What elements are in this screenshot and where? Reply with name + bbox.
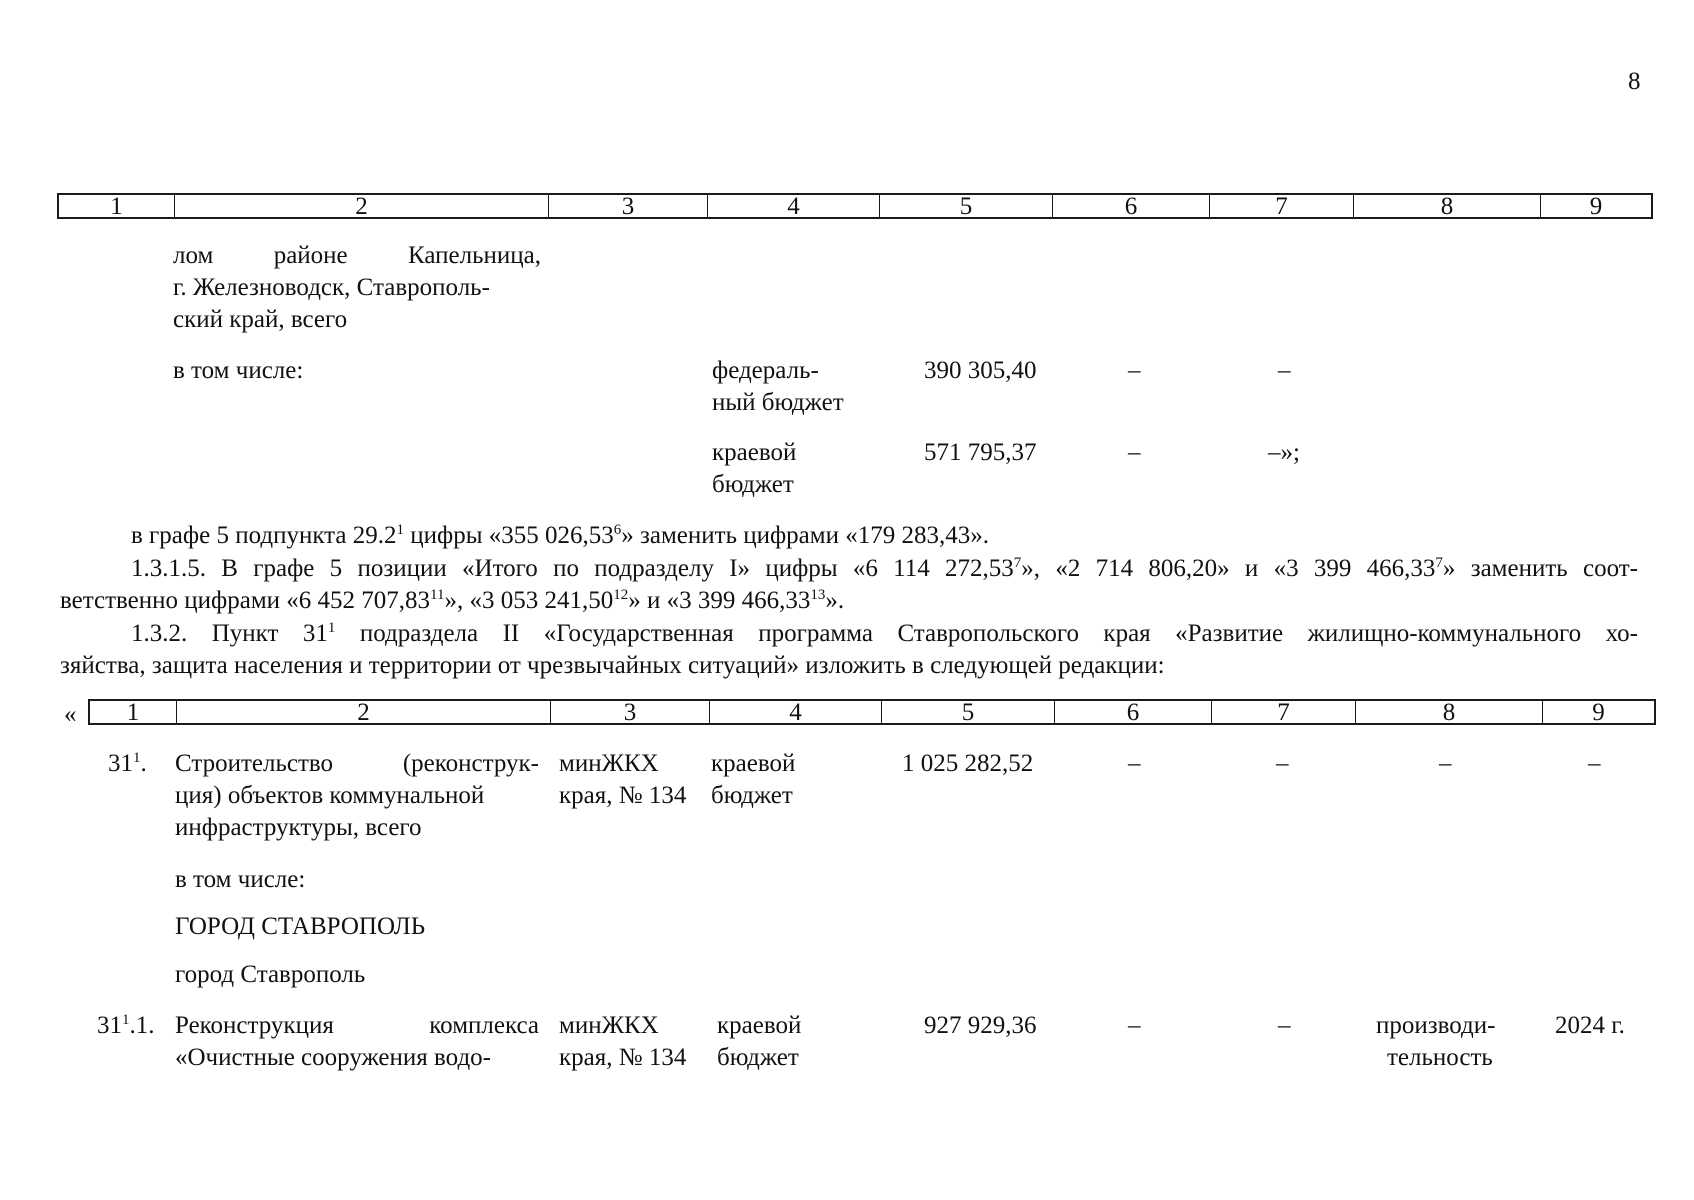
row2-name-word1: Реконструкция bbox=[175, 1012, 334, 1039]
col2-header-5: 5 bbox=[881, 701, 1054, 723]
row1-col5: 1 025 282,52 bbox=[902, 750, 1034, 777]
col-header-9: 9 bbox=[1540, 195, 1651, 217]
table2-incl-label: в том числе: bbox=[175, 866, 306, 893]
top-row2-source-l1: краевой bbox=[712, 439, 797, 466]
row1-name-word1: Строительство bbox=[175, 750, 334, 777]
row2-name-word2: комплекса bbox=[429, 1012, 539, 1039]
row2-name-line1 bbox=[175, 1010, 539, 1042]
top-row1-col6: – bbox=[1128, 357, 1141, 384]
p1-text-b: цифры «355 026,53 bbox=[403, 522, 614, 549]
row1-number-sup: 1 bbox=[133, 750, 141, 766]
row2-col6: – bbox=[1128, 1012, 1141, 1039]
paragraph-2-line1 bbox=[131, 553, 1638, 585]
row2-col8-l2: тельность bbox=[1387, 1044, 1493, 1071]
row1-name-word2: (реконструк- bbox=[402, 750, 539, 777]
row2-name-line2: «Очистные сооружения водо- bbox=[175, 1044, 491, 1071]
row1-col7: – bbox=[1276, 750, 1289, 777]
col-header-5: 5 bbox=[879, 195, 1052, 217]
top-name-word1: лом bbox=[173, 242, 214, 269]
row1-col8: – bbox=[1439, 750, 1452, 777]
col2-header-4: 4 bbox=[709, 701, 881, 723]
row2-number-sup: 1 bbox=[122, 1012, 130, 1028]
col-header-7: 7 bbox=[1209, 195, 1353, 217]
col2-header-1: 1 bbox=[126, 699, 140, 726]
col-header-1: 1 bbox=[110, 193, 123, 220]
paragraph-2-line2 bbox=[60, 585, 844, 617]
col-header-2: 2 bbox=[174, 195, 548, 217]
p2-l1-text-b: », «2 714 806,20» и «3 399 466,33 bbox=[1021, 555, 1436, 582]
top-name-line1 bbox=[173, 240, 541, 272]
top-name-line2: г. Железноводск, Ставрополь- bbox=[173, 274, 490, 301]
row1-col9: – bbox=[1588, 750, 1601, 777]
city-caps-heading: ГОРОД СТАВРОПОЛЬ bbox=[175, 913, 426, 940]
row1-number bbox=[108, 748, 147, 780]
p1-sup2: 6 bbox=[613, 522, 622, 538]
page-number: 8 bbox=[1628, 68, 1641, 95]
table-header-row-top bbox=[57, 193, 1653, 219]
top-row2-col7: –»; bbox=[1268, 439, 1300, 466]
top-row1-source-l1: федераль- bbox=[712, 357, 819, 384]
row1-col4-l1: краевой bbox=[711, 750, 796, 777]
p2-l2-sup3: 13 bbox=[810, 587, 826, 603]
p2-l2-text-d: ». bbox=[825, 587, 845, 614]
row2-col8-l1: производи- bbox=[1376, 1012, 1496, 1039]
row2-number-a: 31 bbox=[97, 1012, 122, 1039]
top-name-line3: ский край, всего bbox=[173, 306, 348, 333]
row1-name-line1 bbox=[175, 748, 539, 780]
row2-col3-l1: минЖКХ bbox=[559, 1012, 659, 1039]
p3-l1-sup: 1 bbox=[327, 620, 336, 636]
col-header-4: 4 bbox=[707, 195, 879, 217]
row2-col9: 2024 г. bbox=[1555, 1012, 1625, 1039]
top-row1-col5: 390 305,40 bbox=[924, 357, 1037, 384]
p1-text-a: в графе 5 подпункта 29.2 bbox=[131, 522, 397, 549]
paragraph-3-line1 bbox=[131, 618, 1638, 650]
row1-number-b: . bbox=[140, 750, 147, 777]
row1-name-line3: инфраструктуры, всего bbox=[175, 814, 422, 841]
p2-l1-text-c: » заменить соот- bbox=[1442, 555, 1638, 582]
paragraph-3-line2: зяйства, защита населения и территории от чрезвычайных ситуаций» изложить в следующей редакции: bbox=[60, 652, 1165, 679]
row2-col7: – bbox=[1278, 1012, 1291, 1039]
row1-col6: – bbox=[1128, 750, 1141, 777]
row2-col5: 927 929,36 bbox=[924, 1012, 1037, 1039]
col2-header-9: 9 bbox=[1542, 701, 1654, 723]
row2-col3-l2: края, № 134 bbox=[559, 1044, 687, 1071]
p3-l1-text-a: 1.3.2. Пункт 31 bbox=[131, 620, 328, 647]
p2-l1-text-a: 1.3.1.5. В графе 5 позиции «Итого по подразделу I» цифры «6 114 272,53 bbox=[131, 555, 1014, 582]
table-header-row-second bbox=[88, 699, 1656, 725]
p2-l2-text-b: », «3 053 241,50 bbox=[444, 587, 614, 614]
row1-number-a: 31 bbox=[108, 750, 133, 777]
p1-text-c: » заменить цифрами «179 283,43». bbox=[621, 522, 989, 549]
row2-col4-l2: бюджет bbox=[717, 1044, 799, 1071]
paragraph-1 bbox=[131, 520, 989, 552]
top-row1-col7: – bbox=[1278, 357, 1291, 384]
open-quote: « bbox=[64, 701, 77, 728]
p1-sup: 1 bbox=[396, 522, 404, 538]
col2-header-8: 8 bbox=[1355, 701, 1542, 723]
row2-number bbox=[97, 1010, 155, 1042]
row1-name-line2: ция) объектов коммунальной bbox=[175, 782, 485, 809]
top-name-word2: районе bbox=[273, 242, 348, 269]
p2-l2-sup2: 12 bbox=[613, 587, 629, 603]
p3-l1-text-b: подраздела II «Государственная программа Ставропольского края «Развитие жилищно-коммунального хо- bbox=[335, 620, 1638, 647]
col2-header-7: 7 bbox=[1211, 701, 1355, 723]
top-incl-label: в том числе: bbox=[173, 357, 304, 384]
top-row2-col5: 571 795,37 bbox=[924, 439, 1037, 466]
top-row1-source-l2: ный бюджет bbox=[712, 389, 844, 416]
col2-header-2: 2 bbox=[176, 701, 550, 723]
p2-l2-text-a: ветственно цифрами «6 452 707,83 bbox=[60, 587, 431, 614]
row1-col3-l2: края, № 134 bbox=[559, 782, 687, 809]
row2-col4-l1: краевой bbox=[717, 1012, 802, 1039]
city-subheading: город Ставрополь bbox=[175, 961, 366, 988]
col-header-8: 8 bbox=[1353, 195, 1540, 217]
row2-number-b: .1. bbox=[129, 1012, 155, 1039]
col-header-3: 3 bbox=[548, 195, 707, 217]
top-row2-col6: – bbox=[1128, 439, 1141, 466]
top-name-word3: Капельница, bbox=[408, 242, 541, 269]
col2-header-6: 6 bbox=[1054, 701, 1211, 723]
p2-l1-sup1: 7 bbox=[1013, 555, 1022, 571]
p2-l1-sup2: 7 bbox=[1435, 555, 1443, 571]
p2-l2-sup1: 11 bbox=[430, 587, 445, 603]
top-row2-source-l2: бюджет bbox=[712, 471, 794, 498]
col-header-6: 6 bbox=[1052, 195, 1209, 217]
row1-col3-l1: минЖКХ bbox=[559, 750, 659, 777]
col2-header-3: 3 bbox=[550, 701, 709, 723]
p2-l2-text-c: » и «3 399 466,33 bbox=[628, 587, 811, 614]
row1-col4-l2: бюджет bbox=[711, 782, 793, 809]
